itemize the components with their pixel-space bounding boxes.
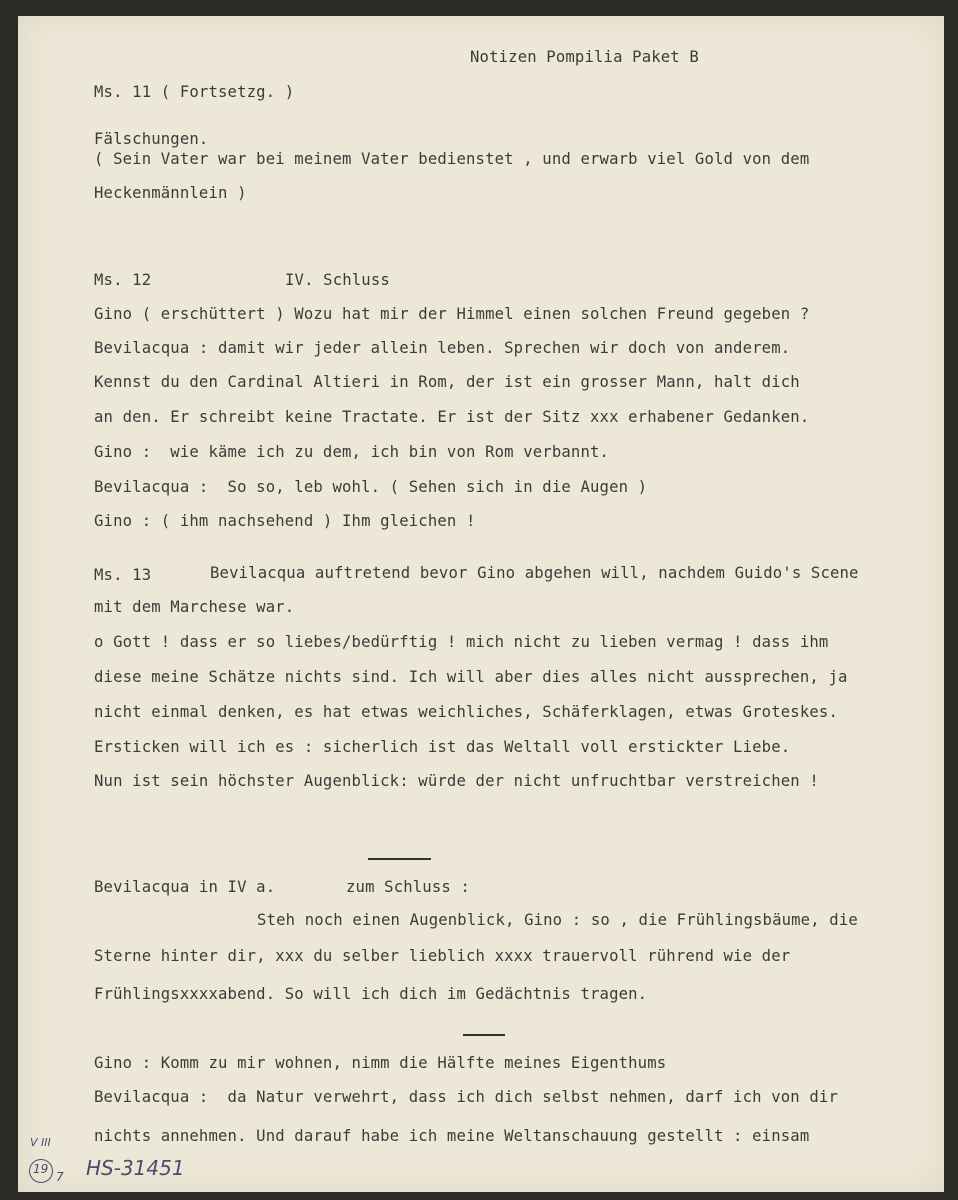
ms12-line-5: Gino : wie käme ich zu dem, ich bin von Rom verbannt. — [94, 443, 610, 461]
end-line-2: Bevilacqua : da Natur verwehrt, dass ich dich selbst nehmen, darf ich von dir — [94, 1088, 838, 1106]
ms12-line-4: an den. Er schreibt keine Tractate. Er ist der Sitz xxx erhabener Gedanken. — [94, 408, 810, 426]
end-line-3: nichts annehmen. Und darauf habe ich meine Weltanschauung gestellt : einsam — [94, 1127, 810, 1145]
ms13-line-3: diese meine Schätze nichts sind. Ich will aber dies alles nicht aussprechen, ja — [94, 668, 848, 686]
section-divider — [463, 1034, 505, 1036]
iva-line-3: Frühlingsxxxxabend. So will ich dich im Gedächtnis tragen. — [94, 985, 648, 1003]
ms13-first-line: Bevilacqua auftretend bevor Gino abgehen will, nachdem Guido's Scene — [210, 564, 859, 582]
iva-line-2: Sterne hinter dir, xxx du selber lieblich xxxx trauervoll rührend wie der — [94, 947, 791, 965]
ms12-line-7: Gino : ( ihm nachsehend ) Ihm gleichen ! — [94, 512, 476, 530]
iva-line-1: Steh noch einen Augenblick, Gino : so , die Frühlingsbäume, die — [257, 911, 858, 929]
archive-roman-numeral: V III — [30, 1136, 51, 1149]
ms11-heading: Ms. 11 ( Fortsetzg. ) — [94, 83, 295, 101]
iva-title: zum Schluss : — [346, 878, 470, 896]
ms13-line-4: nicht einmal denken, es hat etwas weichliches, Schäferklagen, etwas Groteskes. — [94, 703, 838, 721]
ms13-line-5: Ersticken will ich es : sicherlich ist das Weltall voll erstickter Liebe. — [94, 738, 791, 756]
ms13-line-6: Nun ist sein höchster Augenblick: würde der nicht unfruchtbar verstreichen ! — [94, 772, 819, 790]
ms13-line-2: o Gott ! dass er so liebes/bedürftig ! mich nicht zu lieben vermag ! dass ihm — [94, 633, 829, 651]
ms11-line-2: ( Sein Vater war bei meinem Vater bedienstet , und erwarb viel Gold von dem — [94, 150, 810, 168]
archive-signature: HS-31451 — [86, 1156, 185, 1180]
ms12-label: Ms. 12 — [94, 271, 152, 289]
archive-circled-number: 19 — [33, 1162, 49, 1176]
ms11-line-1: Fälschungen. — [94, 130, 209, 148]
ms12-title: IV. Schluss — [285, 271, 390, 289]
ms12-line-3: Kennst du den Cardinal Altieri in Rom, der ist ein grosser Mann, halt dich — [94, 373, 800, 391]
ms13-line-1: mit dem Marchese war. — [94, 598, 295, 616]
document-header: Notizen Pompilia Paket B — [470, 48, 699, 66]
ms13-label: Ms. 13 — [94, 566, 152, 584]
ms12-line-2: Bevilacqua : damit wir jeder allein leben. Sprechen wir doch von anderem. — [94, 339, 791, 357]
archive-sub-number: 7 — [56, 1170, 64, 1184]
end-line-1: Gino : Komm zu mir wohnen, nimm die Hälfte meines Eigenthums — [94, 1054, 667, 1072]
ms11-line-3: Heckenmännlein ) — [94, 184, 247, 202]
ms12-line-1: Gino ( erschüttert ) Wozu hat mir der Himmel einen solchen Freund gegeben ? — [94, 305, 810, 323]
ms12-line-6: Bevilacqua : So so, leb wohl. ( Sehen sich in die Augen ) — [94, 478, 648, 496]
iva-label: Bevilacqua in IV a. — [94, 878, 276, 896]
section-divider — [368, 858, 431, 860]
